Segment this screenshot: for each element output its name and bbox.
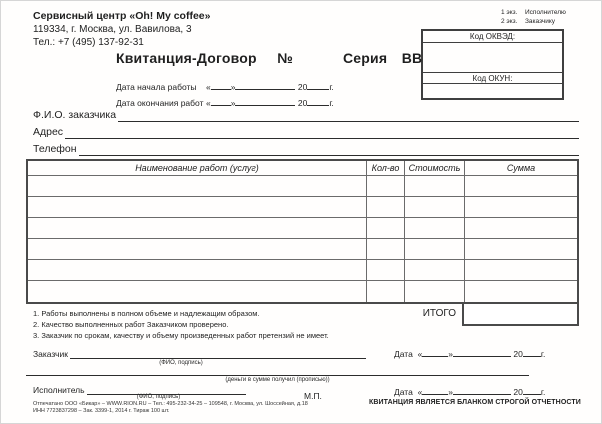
table-cell — [28, 197, 367, 218]
strict-reporting-notice: КВИТАНЦИЯ ЯВЛЯЕТСЯ БЛАНКОМ СТРОГОЙ ОТЧЕТНОСТИ — [369, 399, 581, 406]
terms-list — [33, 308, 393, 341]
copy-line-2: 2 экз. Заказчику — [501, 18, 556, 25]
table-cell — [405, 218, 465, 239]
work-start-date-blank: « » 20 г. — [206, 82, 334, 92]
year-blank — [307, 98, 329, 106]
month-blank — [453, 387, 511, 395]
customer-date-blank: Дата « » 20 г. — [394, 349, 546, 359]
term-2: 2. Качество выполненных работ Заказчиком проверено. — [33, 320, 229, 329]
table-cell — [405, 260, 465, 281]
col-header-work-name: Наименование работ (услуг) — [28, 161, 367, 176]
series-block: Серия ВВ — [343, 50, 423, 66]
table-cell — [28, 260, 367, 281]
table-cell — [465, 239, 577, 260]
work-start-date-label: Дата начала работы — [116, 82, 197, 92]
day-blank — [211, 98, 231, 106]
col-header-sum: Сумма — [465, 161, 577, 176]
okved-code-field — [423, 43, 562, 72]
table-cell — [465, 260, 577, 281]
table-cell — [28, 176, 367, 197]
work-end-date-label: Дата окончания работ — [116, 98, 204, 108]
month-blank — [453, 349, 511, 357]
customer-address-label: Адрес — [33, 126, 64, 138]
okved-code-label: Код ОКВЭД: — [423, 31, 562, 43]
day-blank — [422, 349, 448, 357]
number-sign: № — [277, 50, 293, 66]
table-cell — [28, 281, 367, 302]
executor-date-blank: Дата « » 20 г. — [394, 387, 546, 397]
money-received-blank — [26, 369, 529, 376]
table-cell — [367, 281, 405, 302]
term-1: 1. Работы выполнены в полном объеме и надлежащим образом. — [33, 309, 260, 318]
customer-name-field — [33, 109, 579, 122]
document-title: Квитанция-Договор № — [116, 50, 293, 66]
printer-info-line1: Отпечатано ООО «Бикар» – WWW.RION.RU – Тел.: 495-232-34-25 – 109548, г. Москва, ул. Шоссейная, д.18 — [33, 401, 308, 407]
table-cell — [367, 197, 405, 218]
service-center-info — [33, 10, 210, 49]
col-header-quantity: Кол-во — [367, 161, 405, 176]
table-cell — [28, 239, 367, 260]
money-received-hint: (деньги в сумме получил (прописью)) — [225, 377, 330, 383]
customer-signature-label: Заказчик — [33, 349, 68, 359]
table-cell — [405, 176, 465, 197]
printer-info-line2: ИНН 7723837298 – Зак. 3399-1, 2014 г. Тираж 100 шт. — [33, 407, 170, 414]
total-amount-box — [462, 302, 579, 326]
company-name: Сервисный центр «Oh! My coffee» — [33, 10, 211, 22]
table-cell — [367, 218, 405, 239]
company-phone: Тел.: +7 (495) 137-92-31 — [33, 37, 144, 48]
series-value: ВВ — [401, 50, 423, 66]
works-table — [26, 159, 579, 304]
day-blank — [211, 82, 231, 90]
customer-name-label: Ф.И.О. заказчика — [33, 109, 117, 121]
customer-name-blank — [118, 110, 579, 122]
month-blank — [235, 98, 295, 106]
customer-address-blank — [65, 127, 579, 139]
col-header-cost: Стоимость — [405, 161, 465, 176]
customer-address-field — [33, 126, 579, 139]
table-cell — [405, 239, 465, 260]
customer-signature-hint: (ФИО, подпись) — [159, 360, 203, 366]
table-cell — [405, 281, 465, 302]
customer-signature-blank — [70, 350, 366, 359]
executor-signature-label: Исполнитель — [33, 385, 85, 395]
day-blank — [422, 387, 448, 395]
year-blank — [307, 82, 329, 90]
year-blank — [523, 387, 541, 395]
table-cell — [465, 218, 577, 239]
table-cell — [28, 218, 367, 239]
year-blank — [523, 349, 541, 357]
table-cell — [367, 260, 405, 281]
stamp-place-mark: М.П. — [304, 391, 322, 401]
customer-phone-field — [33, 143, 579, 156]
total-label: ИТОГО — [422, 308, 456, 319]
customer-signature-line — [33, 349, 366, 359]
term-3: 3. Заказчик по срокам, качеству и объему произведенных работ претензий не имеет. — [33, 331, 329, 340]
copies-note — [501, 8, 566, 26]
customer-phone-blank — [79, 144, 579, 156]
customer-phone-label: Телефон — [33, 143, 77, 155]
codes-box — [421, 29, 564, 100]
table-cell — [367, 176, 405, 197]
table-cell — [465, 281, 577, 302]
table-cell — [367, 239, 405, 260]
table-cell — [465, 197, 577, 218]
company-address: 119334, г. Москва, ул. Вавилова, 3 — [33, 24, 192, 35]
okun-code-label: Код ОКУН: — [423, 72, 562, 84]
work-end-date-blank: « » 20 г. — [206, 98, 334, 108]
copy-line-1: 1 экз. Исполнителю — [501, 9, 566, 16]
printer-info — [33, 401, 308, 415]
table-cell — [405, 197, 465, 218]
table-cell — [465, 176, 577, 197]
month-blank — [235, 82, 295, 90]
executor-signature-hint: (ФИО, подпись) — [136, 394, 181, 400]
